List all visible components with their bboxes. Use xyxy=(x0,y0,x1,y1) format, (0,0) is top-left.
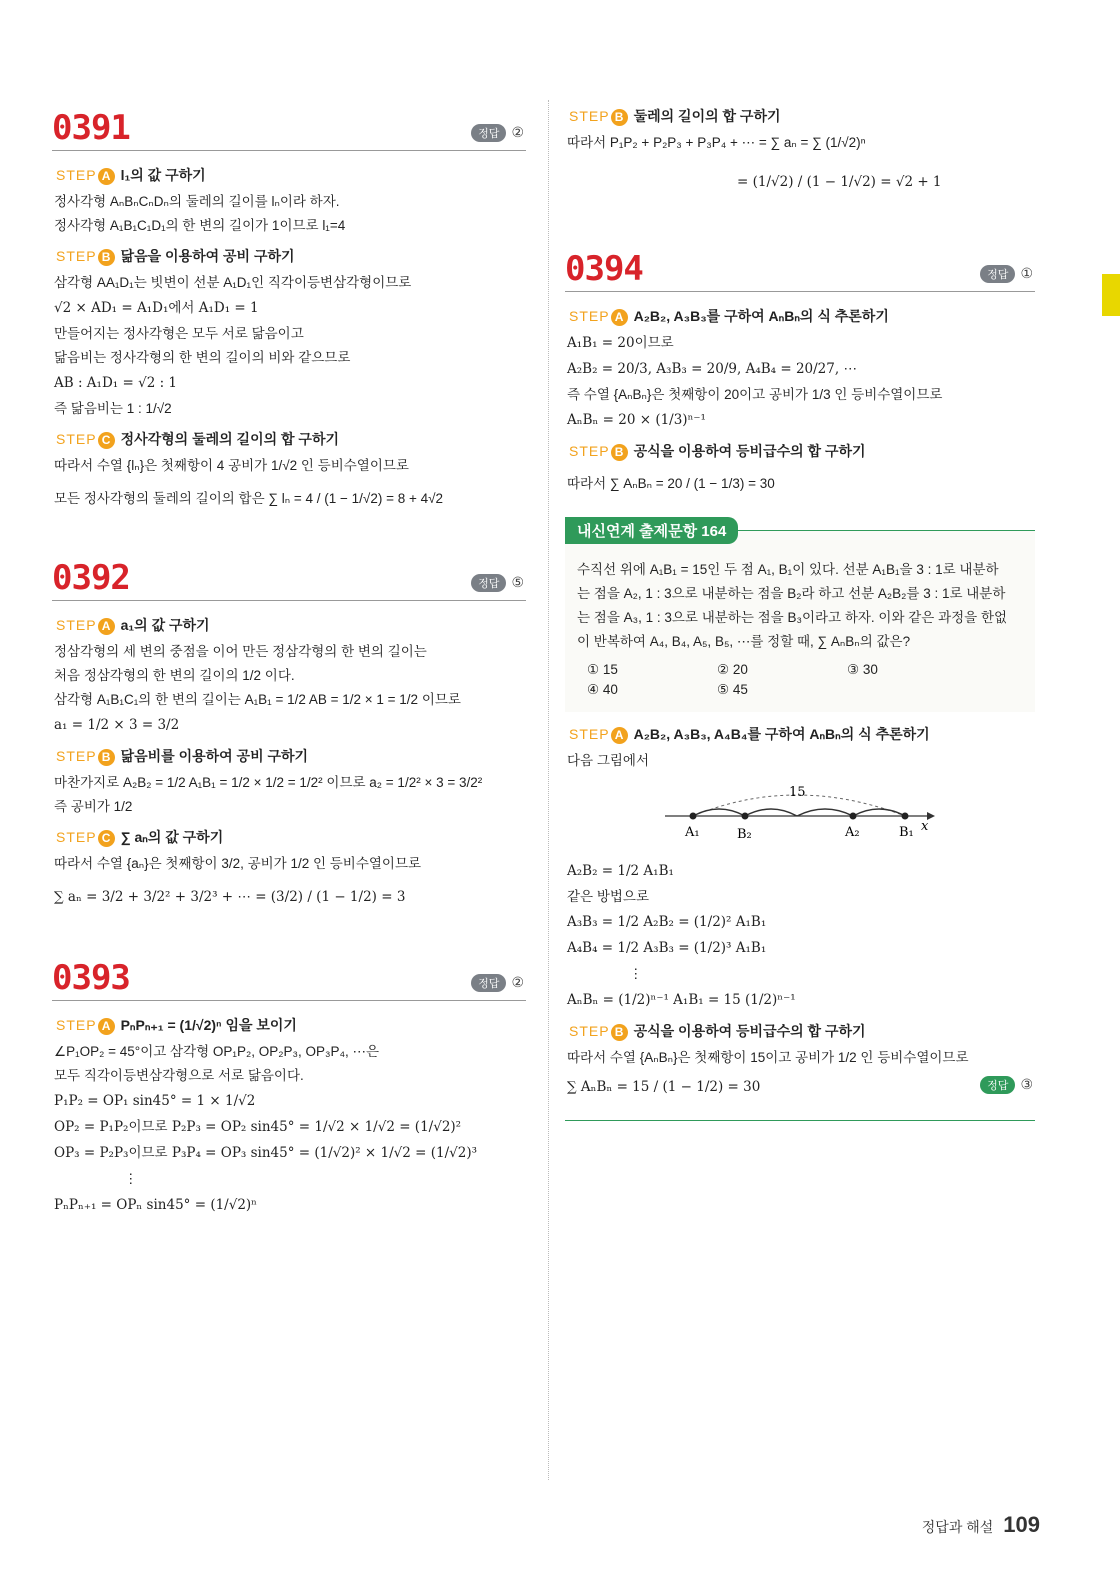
answer-badge: 정답 xyxy=(980,265,1015,283)
text-line: 정사각형 AₙBₙCₙDₙ의 둘레의 길이를 lₙ이라 하자. xyxy=(54,194,340,209)
question-line: 는 점을 A₂, 1 : 3으로 내분하는 점을 B₂라 하고 선분 A₂B₂를 3 : 1로 내분하 xyxy=(577,586,1006,601)
problem-header xyxy=(52,950,526,1001)
text-line: 따라서 P₁P₂ + P₂P₃ + P₃P₄ + ⋯ = ∑ aₙ = ∑ (1/√2)ⁿ xyxy=(567,135,866,150)
step-heading: STEP C 정사각형의 둘레의 길이의 합 구하기 xyxy=(56,431,339,447)
answer xyxy=(471,124,524,142)
arc xyxy=(797,809,853,816)
text-line: 따라서 수열 {lₙ}은 첫째항이 4 공비가 1/√2 인 등비수열이므로 xyxy=(54,458,409,473)
step-heading: STEP B 둘레의 길이의 합 구하기 xyxy=(569,108,781,124)
right-column xyxy=(565,100,1035,1121)
point-a2 xyxy=(850,813,857,820)
arc xyxy=(853,809,905,816)
math-line: ∑ aₙ = 3/2 + 3/2² + 3/2³ + ⋯ = (3/2) / (1 − 1/2) = 3 xyxy=(54,889,406,905)
text-line: 처음 정삼각형의 한 변의 길이의 1/2 이다. xyxy=(54,668,295,683)
problem-0393 xyxy=(52,950,526,1216)
text-line: 닮음비는 정사각형의 한 변의 길이의 비와 같으므로 xyxy=(54,350,351,365)
step-heading: STEP B 공식을 이용하여 등비급수의 합 구하기 xyxy=(569,443,866,459)
choice: ② 20 xyxy=(717,662,748,677)
final-line xyxy=(565,1076,1035,1098)
text-line: 같은 방법으로 xyxy=(567,889,649,904)
footer-label: 정답과 해설 xyxy=(921,1519,994,1535)
step-heading: STEP B 공식을 이용하여 등비급수의 합 구하기 xyxy=(569,1023,866,1039)
text-line: 즉 공비가 1/2 xyxy=(54,799,133,814)
problem-0394 xyxy=(565,241,1035,494)
question-line: 이 반복하여 A₄, B₄, A₅, B₅, ⋯를 정할 때, ∑ AₙBₙ의 값은? xyxy=(577,634,911,649)
text-line: 정삼각형의 세 변의 중점을 이어 만든 정삼각형의 한 변의 길이는 xyxy=(54,644,427,659)
text-line: 따라서 ∑ AₙBₙ = 20 / (1 − 1/3) = 30 xyxy=(567,476,775,491)
number-line-figure xyxy=(665,780,945,846)
math-line: AB : A₁D₁ = √2 : 1 xyxy=(54,375,178,391)
math-line: ⋮ xyxy=(124,1171,138,1187)
answer-badge: 정답 xyxy=(471,974,506,992)
section-end-rule xyxy=(565,1120,1035,1121)
arc xyxy=(745,809,797,816)
answer-badge: 정답 xyxy=(471,124,506,142)
math-line: ⋮ xyxy=(629,966,643,982)
text-line: 따라서 수열 {AₙBₙ}은 첫째항이 15이고 공비가 1/2 인 등비수열이므로 xyxy=(567,1050,969,1065)
question-line: 는 점을 A₃, 1 : 3으로 내분하는 점을 B₃이라고 하자. 이와 같은 과정을 한없 xyxy=(577,610,1008,625)
solution-164 xyxy=(565,724,1035,1121)
text-line: 다음 그림에서 xyxy=(567,753,649,768)
step-heading: STEP A l₁의 값 구하기 xyxy=(56,167,206,183)
related-problem-tag: 내신연계 출제문항 164 xyxy=(565,517,738,544)
math-line: A₃B₃ = 1/2 A₂B₂ = (1/2)² A₁B₁ xyxy=(567,914,767,930)
chapter-side-tab xyxy=(1102,274,1120,316)
answer-value: ② xyxy=(511,124,524,140)
point-b2 xyxy=(742,813,749,820)
choice: ⑤ 45 xyxy=(717,682,748,697)
problem-0393-continued xyxy=(565,106,1035,193)
step-heading: STEP B 닮음을 이용하여 공비 구하기 xyxy=(56,248,295,264)
left-column xyxy=(52,100,526,1220)
math-line: = (1/√2) / (1 − 1/√2) = √2 + 1 xyxy=(737,174,942,190)
math-line: ∑ AₙBₙ = 15 / (1 − 1/2) = 30 xyxy=(567,1079,761,1095)
text-line: 모든 정사각형의 둘레의 길이의 합은 ∑ lₙ = 4 / (1 − 1/√2) = 8 + 4√2 xyxy=(54,491,444,506)
text-line: ∠P₁OP₂ = 45°이고 삼각형 OP₁P₂, OP₂P₃, OP₃P₄, ⋯은 xyxy=(54,1044,380,1059)
question-line: 수직선 위에 A₁B₁ = 15인 두 점 A₁, B₁이 있다. 선분 A₁B₁을 3 : 1로 내분하 xyxy=(577,562,999,577)
text-line: 정사각형 A₁B₁C₁D₁의 한 변의 길이가 1이므로 l₁=4 xyxy=(54,218,346,233)
figure-length-label: 15 xyxy=(789,785,806,800)
arc xyxy=(693,809,745,816)
math-line: PₙPₙ₊₁ = OPₙ sin45° = (1/√2)ⁿ xyxy=(54,1197,258,1213)
problem-0391 xyxy=(52,100,526,509)
math-line: A₂B₂ = 1/2 A₁B₁ xyxy=(567,863,674,879)
math-line: AₙBₙ = 20 × (1/3)ⁿ⁻¹ xyxy=(567,412,706,428)
answer-value: ① xyxy=(1020,265,1033,281)
question-body xyxy=(575,559,1029,698)
step-heading: STEP A A₂B₂, A₃B₃, A₄B₄를 구하여 AₙBₙ의 식 추론하기 xyxy=(569,726,930,742)
step-heading: STEP B 닮음비를 이용하여 공비 구하기 xyxy=(56,748,309,764)
problem-number: 0393 xyxy=(52,958,130,998)
choice: ④ 40 xyxy=(587,682,618,697)
choices xyxy=(587,662,1029,698)
answer xyxy=(471,974,524,992)
choice: ① 15 xyxy=(587,662,618,677)
answer-badge: 정답 xyxy=(980,1076,1015,1094)
problem-0392 xyxy=(52,550,526,908)
answer xyxy=(980,1076,1033,1094)
text-line: 마찬가지로 A₂B₂ = 1/2 A₁B₁ = 1/2 × 1/2 = 1/2² 이므로 a₂ = 1/2² × 3 = 3/2² xyxy=(54,775,483,790)
text-line: 즉 닮음비는 1 : 1/√2 xyxy=(54,401,172,416)
text-line: 즉 수열 {AₙBₙ}은 첫째항이 20이고 공비가 1/3 인 등비수열이므로 xyxy=(567,387,943,402)
axis-label: x xyxy=(921,819,929,834)
problem-number: 0391 xyxy=(52,108,130,148)
math-line: A₄B₄ = 1/2 A₃B₃ = (1/2)³ A₁B₁ xyxy=(567,940,767,956)
problem-number: 0394 xyxy=(565,249,643,289)
point-label: A₁ xyxy=(685,825,700,840)
problem-header xyxy=(52,550,526,601)
point-a1 xyxy=(690,813,697,820)
answer-value: ⑤ xyxy=(511,574,524,590)
text-line: 만들어지는 정사각형은 모두 서로 닮음이고 xyxy=(54,326,304,341)
point-label: B₂ xyxy=(737,827,752,842)
point-b1 xyxy=(902,813,909,820)
text-line: 따라서 수열 {aₙ}은 첫째항이 3/2, 공비가 1/2 인 등비수열이므로 xyxy=(54,856,422,871)
answer-value: ③ xyxy=(1020,1076,1033,1092)
text-line: 삼각형 A₁B₁C₁의 한 변의 길이는 A₁B₁ = 1/2 AB = 1/2 × 1 = 1/2 이므로 xyxy=(54,692,461,707)
math-line: √2 × AD₁ = A₁D₁에서 A₁D₁ = 1 xyxy=(54,300,259,316)
step-heading: STEP C ∑ aₙ의 값 구하기 xyxy=(56,829,224,845)
math-line: OP₂ = P₁P₂이므로 P₂P₃ = OP₂ sin45° = 1/√2 × 1/√2 = (1/√2)² xyxy=(54,1119,462,1135)
math-line: P₁P₂ = OP₁ sin45° = 1 × 1/√2 xyxy=(54,1093,256,1109)
math-line: A₂B₂ = 20/3, A₃B₃ = 20/9, A₄B₄ = 20/27, ⋯ xyxy=(567,361,857,377)
related-problem-164 xyxy=(565,523,1035,712)
answer xyxy=(471,574,524,592)
math-line: OP₃ = P₂P₃이므로 P₃P₄ = OP₃ sin45° = (1/√2)² × 1/√2 = (1/√2)³ xyxy=(54,1145,478,1161)
answer-badge: 정답 xyxy=(471,574,506,592)
step-heading: STEP A PₙPₙ₊₁ = (1/√2)ⁿ 임을 보이기 xyxy=(56,1017,297,1033)
problem-number: 0392 xyxy=(52,558,130,598)
math-line: a₁ = 1/2 × 3 = 3/2 xyxy=(54,717,180,733)
column-divider xyxy=(548,100,549,1480)
point-label: B₁ xyxy=(899,825,914,840)
math-line: A₁B₁ = 20이므로 xyxy=(567,335,674,351)
math-line: AₙBₙ = (1/2)ⁿ⁻¹ A₁B₁ = 15 (1/2)ⁿ⁻¹ xyxy=(567,992,796,1008)
page-number: 109 xyxy=(1003,1512,1040,1537)
point-label: A₂ xyxy=(845,825,860,840)
problem-header xyxy=(52,100,526,151)
text-line: 삼각형 AA₁D₁는 빗변이 선분 A₁D₁인 직각이등변삼각형이므로 xyxy=(54,275,412,290)
problem-header xyxy=(565,241,1035,292)
answer xyxy=(980,265,1033,283)
choice: ③ 30 xyxy=(847,662,878,677)
text-line: 모두 직각이등변삼각형으로 서로 닮음이다. xyxy=(54,1068,304,1083)
step-heading: STEP A A₂B₂, A₃B₃를 구하여 AₙBₙ의 식 추론하기 xyxy=(569,308,889,324)
answer-value: ② xyxy=(511,974,524,990)
page-footer xyxy=(922,1512,1040,1538)
step-heading: STEP A a₁의 값 구하기 xyxy=(56,617,210,633)
